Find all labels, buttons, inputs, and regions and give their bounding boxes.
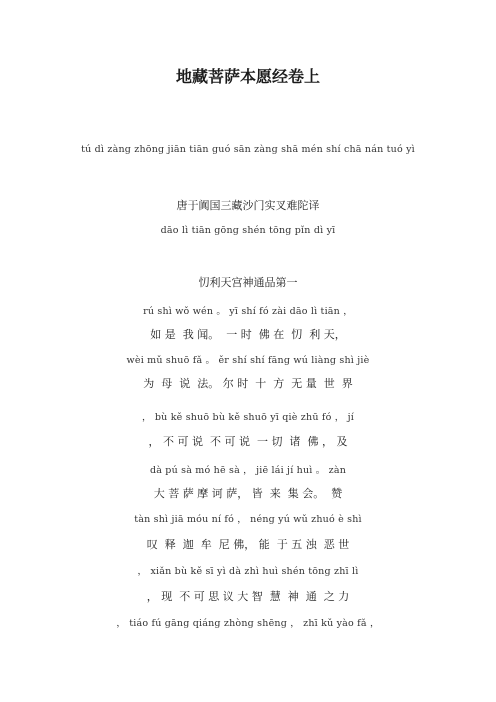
text-pinyin-line: wèi mǔ shuō fǎ 。 ěr shí shí fāng wú liàng shì jiè: [126, 355, 370, 366]
document-title: 地藏菩萨本愿经卷上: [175, 67, 320, 86]
translator-pinyin: tú dì zàng zhōng jiān tiān guó sān zàng shā mén shí chā nán tuó yì: [81, 144, 415, 155]
text-pinyin-line: ， tiáo fú gāng qiáng zhòng shēng ， zhī kǔ yào fǎ ，: [116, 618, 380, 629]
text-pinyin-line: rú shì wǒ wén 。 yī shí fó zài dāo lì tiān ，: [143, 306, 353, 317]
translator-line: 唐于阗国三藏沙门实叉难陀译: [176, 199, 320, 212]
text-pinyin-line: ， xiǎn bù kě sī yì dà zhì huì shén tōng zhī lì: [137, 566, 359, 577]
text-hanzi-line: 大 菩 萨 摩 诃 萨， 皆 来 集 会。 赞: [153, 487, 343, 500]
text-pinyin-line: tàn shì jiā móu ní fó ， néng yú wǔ zhuó è shì: [134, 514, 362, 525]
text-hanzi-line: 叹 释 迦 牟 尼 佛， 能 于 五 浊 恶 世: [146, 538, 350, 551]
text-hanzi-line: ， 现 不 可 思 议 大 智 慧 神 通 之 力: [146, 590, 350, 603]
chapter-pinyin: dāo lì tiān gōng shén tōng pǐn dì yī: [160, 225, 336, 236]
text-hanzi-line: 为 母 说 法。 尔 时 十 方 无 量 世 界: [143, 377, 353, 390]
text-pinyin-line: ， bù kě shuō bù kě shuō yī qiè zhū fó ， jí: [141, 412, 355, 423]
text-hanzi-line: 如 是 我 闻。 一 时 佛 在 忉 利 天，: [150, 328, 346, 341]
chapter-heading: 忉利天宫神通品第一: [198, 276, 298, 289]
text-hanzi-line: ， 不 可 说 不 可 说 一 切 诸 佛 ， 及: [148, 435, 348, 448]
text-pinyin-line: dà pú sà mó hē sà ， jiē lái jí huì 。 zàn: [149, 465, 347, 476]
